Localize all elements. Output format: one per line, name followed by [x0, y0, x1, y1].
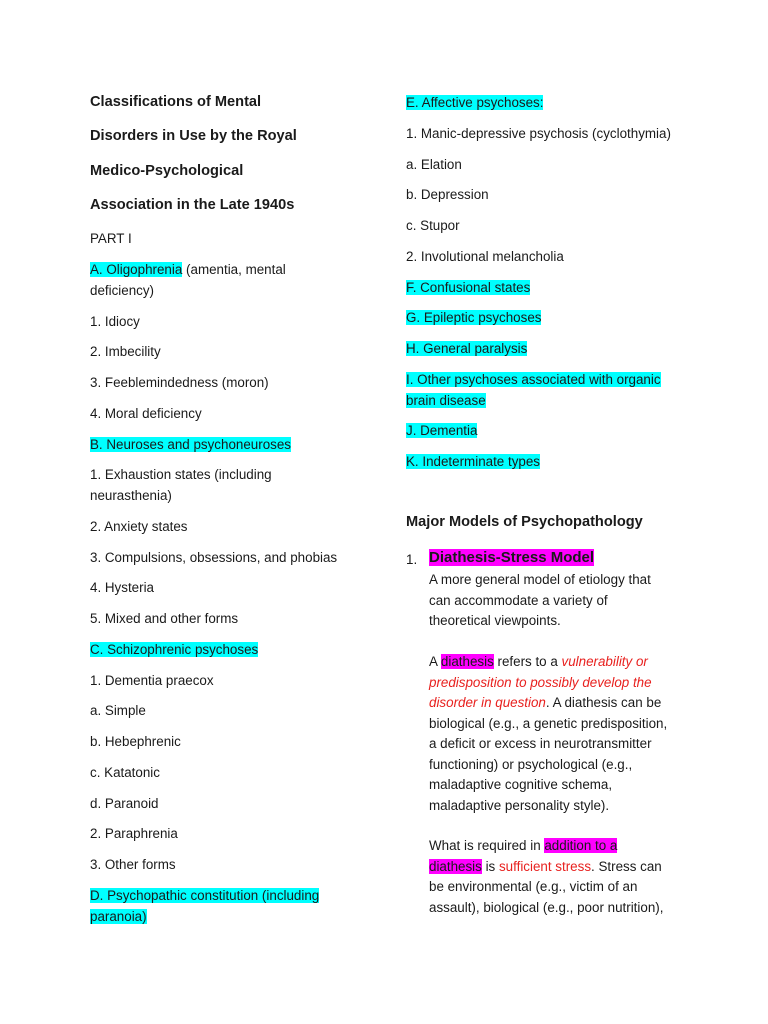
- section-h-heading: [406, 339, 527, 360]
- model-number: 1.: [406, 552, 418, 567]
- section-b-highlight: B. Neuroses and psychoneuroses: [90, 437, 291, 452]
- title-line-1: Classifications of Mental: [90, 94, 262, 110]
- list-item: 1. Idiocy: [90, 314, 140, 329]
- section-g-highlight: G. Epileptic psychoses: [406, 310, 542, 325]
- list-item: 2. Imbecility: [90, 344, 161, 359]
- stress-line: be environmental (e.g., victim of an: [429, 879, 638, 894]
- desc-line: can accommodate a variety of: [429, 593, 608, 608]
- section-a-rest-2: deficiency): [90, 283, 155, 298]
- section-e-highlight: E. Affective psychoses:: [406, 95, 544, 110]
- part-label: PART I: [90, 231, 132, 246]
- section-i-highlight-2: brain disease: [406, 393, 486, 408]
- list-item: 2. Involutional melancholia: [406, 249, 564, 264]
- text-run: is: [481, 859, 499, 874]
- section-i-heading: [406, 370, 661, 391]
- title-line-3: Medico-Psychological: [90, 163, 244, 179]
- list-item: a. Elation: [406, 157, 462, 172]
- list-item: 1. Dementia praecox: [90, 673, 214, 688]
- section-d-highlight-1: D. Psychopathic constitution (including: [90, 888, 320, 903]
- list-item: 4. Moral deficiency: [90, 406, 202, 421]
- list-item: d. Paranoid: [90, 796, 159, 811]
- red-italic-text: predisposition to possibly develop the: [429, 675, 652, 690]
- addition-highlight: addition to a: [544, 838, 618, 853]
- diathesis-line-1: [429, 652, 648, 673]
- list-item: a. Simple: [90, 703, 146, 718]
- section-d-heading-2: [90, 907, 147, 928]
- text-run: . Stress can: [591, 859, 662, 874]
- section-d-heading: [90, 886, 319, 907]
- text-run: A: [429, 654, 441, 669]
- diathesis-highlight-2: diathesis: [429, 859, 482, 874]
- models-heading: Major Models of Psychopathology: [406, 514, 643, 530]
- list-item: c. Katatonic: [90, 765, 160, 780]
- diathesis-line: maladaptive cognitive schema,: [429, 777, 613, 792]
- title-line-4: Association in the Late 1940s: [90, 197, 295, 213]
- list-item: 3. Other forms: [90, 857, 176, 872]
- stress-line-2: [429, 857, 662, 878]
- section-e-heading: [406, 93, 543, 114]
- red-italic-text: disorder in question: [429, 695, 546, 710]
- diathesis-highlight: diathesis: [440, 654, 494, 669]
- section-k-highlight: K. Indeterminate types: [406, 454, 540, 469]
- section-i-highlight-1: I. Other psychoses associated with organic: [406, 372, 661, 387]
- diathesis-line: functioning) or psychological (e.g.,: [429, 757, 633, 772]
- diathesis-line: a deficit or excess in neurotransmitter: [429, 736, 652, 751]
- list-item: b. Depression: [406, 187, 489, 202]
- list-item: 3. Feeblemindedness (moron): [90, 375, 269, 390]
- stress-line: assault), biological (e.g., poor nutrition),: [429, 900, 664, 915]
- section-c-heading: [90, 640, 258, 661]
- list-item: 1. Manic-depressive psychosis (cyclothymia): [406, 126, 671, 141]
- section-f-highlight: F. Confusional states: [406, 280, 531, 295]
- list-item: 3. Compulsions, obsessions, and phobias: [90, 550, 338, 565]
- list-item: c. Stupor: [406, 218, 460, 233]
- title-line-2: Disorders in Use by the Royal: [90, 128, 297, 144]
- list-item: 2. Anxiety states: [90, 519, 188, 534]
- list-item: neurasthenia): [90, 488, 172, 503]
- diathesis-line-2: [429, 673, 652, 694]
- desc-line: theoretical viewpoints.: [429, 613, 561, 628]
- section-a-highlight: A. Oligophrenia: [90, 262, 183, 277]
- section-h-highlight: H. General paralysis: [406, 341, 528, 356]
- list-item: 2. Paraphrenia: [90, 826, 178, 841]
- section-k-heading: [406, 452, 540, 473]
- section-j-highlight: J. Dementia: [406, 423, 478, 438]
- section-a-heading: [90, 260, 286, 281]
- model-title: [429, 548, 594, 569]
- diathesis-line: maladaptive personality style).: [429, 798, 610, 813]
- section-f-heading: [406, 278, 530, 299]
- section-i-heading-2: [406, 391, 486, 412]
- section-j-heading: [406, 421, 477, 442]
- text-run: . A diathesis can be: [545, 695, 662, 710]
- section-b-heading: [90, 435, 291, 456]
- diathesis-line-3: [429, 693, 661, 714]
- text-run: What is required in: [429, 838, 545, 853]
- red-text: sufficient stress: [498, 859, 592, 874]
- model-title-highlight: Diathesis-Stress Model: [429, 549, 595, 566]
- red-italic-text: vulnerability or: [561, 654, 648, 669]
- list-item: b. Hebephrenic: [90, 734, 181, 749]
- desc-line: A more general model of etiology that: [429, 572, 651, 587]
- diathesis-line: biological (e.g., a genetic predisposition,: [429, 716, 668, 731]
- section-a-rest: (amentia, mental: [182, 262, 286, 277]
- stress-line-1: [429, 836, 617, 857]
- section-d-highlight-2: paranoia): [90, 909, 147, 924]
- list-item: 4. Hysteria: [90, 580, 154, 595]
- list-item: 5. Mixed and other forms: [90, 611, 239, 626]
- text-run: refers to a: [493, 654, 562, 669]
- section-g-heading: [406, 308, 541, 329]
- list-item: 1. Exhaustion states (including: [90, 467, 272, 482]
- section-c-highlight: C. Schizophrenic psychoses: [90, 642, 259, 657]
